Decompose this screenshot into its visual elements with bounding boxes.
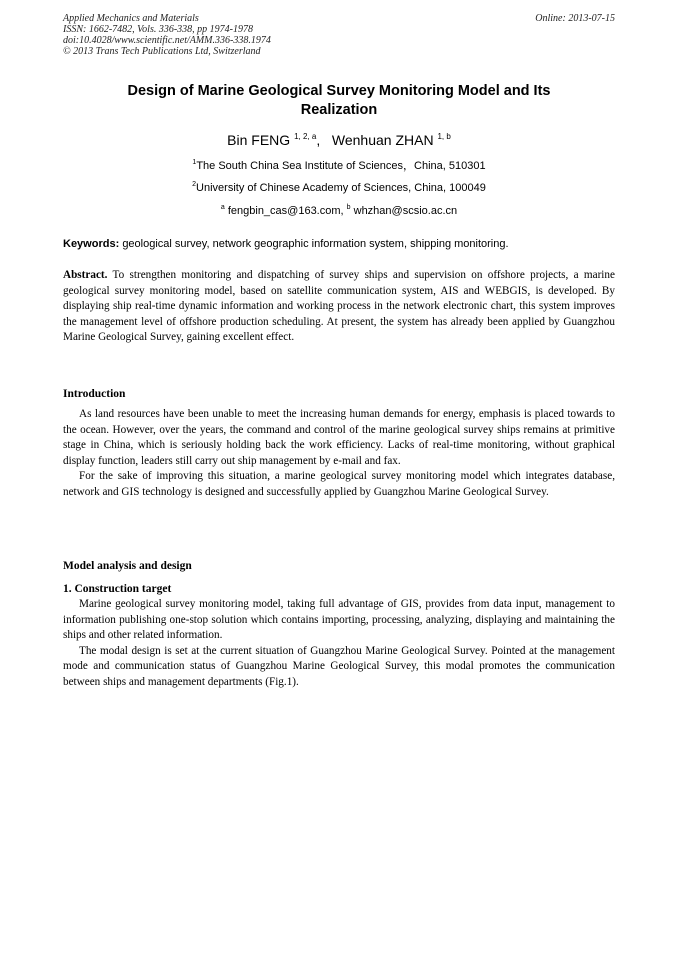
introduction-paragraph-1: As land resources have been unable to meet the increasing human demands for energy, emphasis is placed towards to the ocean. However, over the years, the command and control of the marine geological survey ships remains at primitive stage in China, which is seriously holding back the work efficiency. Lacks of real-time monitoring, without graphical display function, leaders still carry out ship management by e-mail and fax. <box>63 408 615 467</box>
author-2-superscript: 1, b <box>437 132 451 141</box>
construction-target-heading: 1. Construction target <box>63 583 172 595</box>
affiliation-1-superscript: 1 <box>192 159 197 166</box>
online-date: Online: 2013-07-15 <box>535 13 615 24</box>
keywords-text: geological survey, network geographic information system, shipping monitoring. <box>122 238 509 250</box>
keywords-label: Keywords: <box>63 238 120 250</box>
affiliation-2-superscript: 2 <box>192 181 197 188</box>
title-line-1: Design of Marine Geological Survey Monitoring Model and Its <box>127 83 551 99</box>
paper-title <box>63 82 615 120</box>
title-line-2: Realization <box>300 102 378 118</box>
issn-line: ISSN: 1662-7482, Vols. 336-338, pp 1974-1978 <box>63 24 253 35</box>
model-paragraph-2: The modal design is set at the current situation of Guangzhou Marine Geological Survey. Pointed at the management mode and communication status of Guangzhou Marine Geological Survey, this modal promotes the communication between ships and management departments (Fig.1). <box>63 644 615 688</box>
abstract-label: Abstract. <box>63 269 108 281</box>
email-b[interactable]: whzhan@scsio.ac.cn <box>353 205 458 217</box>
model-paragraph-1: Marine geological survey monitoring model, taking full advantage of GIS, provides from data input, management to information publishing one-stop solution which contains importing, processing, analyzing, displaying and maintaining the ships and other related information. <box>63 598 615 642</box>
abstract-paragraph <box>63 268 615 346</box>
author-list <box>63 131 615 149</box>
affiliation-2-text: University of Chinese Academy of Sciences, China, 100049 <box>196 182 486 194</box>
journal-name: Applied Mechanics and Materials <box>63 13 199 24</box>
abstract-section <box>63 268 615 346</box>
email-b-superscript: b <box>346 204 351 211</box>
abstract-text: To strengthen monitoring and dispatching of survey ships and supervision on offshore projects, a marine geological survey monitoring model, based on satellite communication system, AIS and WEBGIS, is developed. By displaying ship real-time dynamic information and working process in the network electronic chart, this system improves the management level of offshore production scheduling. At present, the system has already been applied by Guangzhou Marine Geological Survey, gaining excellent effect. <box>63 269 615 344</box>
model-heading: Model analysis and design <box>63 560 192 572</box>
affiliation-1 <box>63 159 615 173</box>
doi-line: doi:10.4028/www.scientific.net/AMM.336-338.1974 <box>63 35 271 46</box>
introduction-heading: Introduction <box>63 388 126 400</box>
copyright-line: © 2013 Trans Tech Publications Ltd, Switzerland <box>63 46 261 57</box>
publication-header <box>63 13 615 57</box>
introduction-section <box>63 407 615 501</box>
author-emails <box>63 204 615 218</box>
email-a-superscript: a <box>220 204 225 211</box>
email-a[interactable]: fengbin_cas@163.com, <box>227 205 344 217</box>
affiliation-2 <box>63 181 615 195</box>
author-2-name: Wenhuan ZHAN <box>331 132 434 148</box>
author-1-superscript: 1, 2, a <box>294 132 317 141</box>
model-section <box>63 597 615 691</box>
introduction-paragraph-2: For the sake of improving this situation, a marine geological survey monitoring model which integrates database, network and GIS technology is designed and successfully applied by Guangzhou Marine Geological Survey. <box>63 470 615 498</box>
author-separator: , <box>316 132 321 148</box>
author-1-name: Bin FENG <box>227 132 291 148</box>
affiliation-1-text: The South China Sea Institute of Sciences，China, 510301 <box>196 160 486 172</box>
keywords-line <box>63 237 615 251</box>
